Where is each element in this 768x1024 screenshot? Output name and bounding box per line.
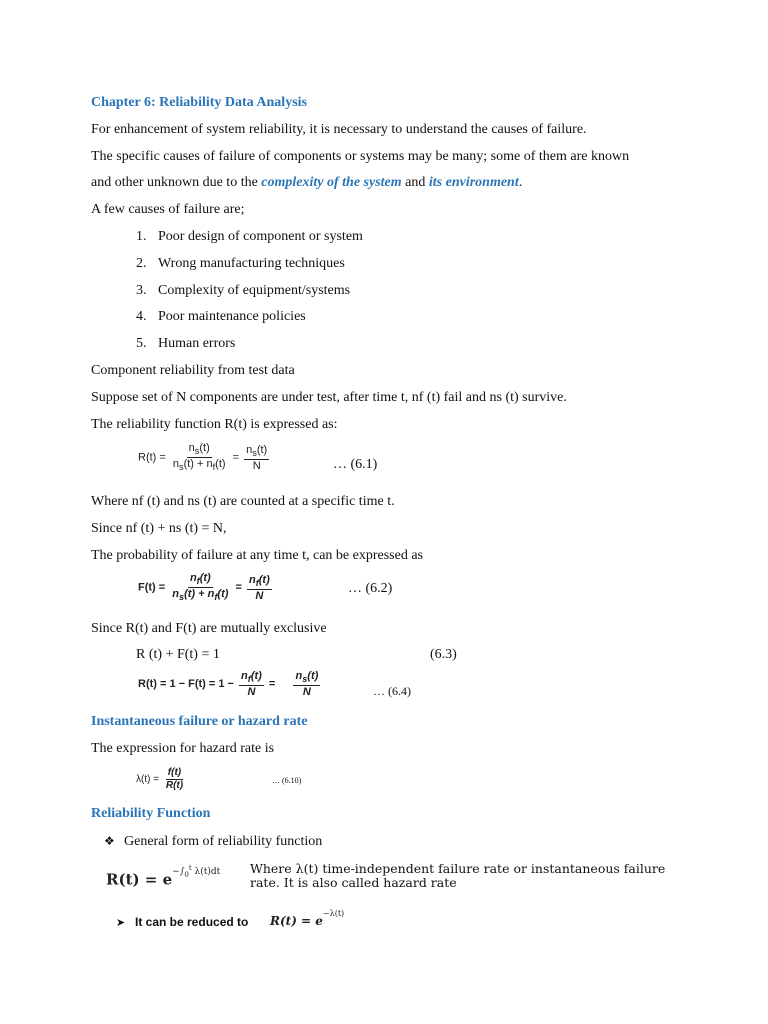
equation-number-6-3: (6.3) [430, 647, 457, 662]
paragraph-sum: Since nf (t) + ns (t) = N, [91, 521, 227, 536]
equation-reduced: $R(t) = e^{-\lambda(t)}$ [270, 908, 345, 928]
paragraph-hazard-expression: The expression for hazard rate is [91, 741, 275, 756]
paragraph-counted: Where nf (t) and ns (t) are counted at a specific time t. [91, 494, 395, 509]
text: . [518, 175, 523, 190]
bullet-reduced [116, 913, 248, 932]
emphasis-environment: its environment [428, 175, 519, 190]
list-text: Poor maintenance policies [158, 309, 306, 324]
list-number: 3. [136, 283, 147, 298]
chapter-heading: Chapter 6: Reliability Data Analysis [91, 95, 307, 110]
equation-6-1: R(t) = $\frac{n_s(t)}{n_s(t) + n_f(t)}$ = $\frac{n_s(t)}{N}$ [138, 442, 268, 473]
list-item [136, 228, 363, 246]
paragraph-enhancement: For enhancement of system reliability, it is necessary to understand the causes of failure. [91, 122, 587, 137]
list-number: 2. [136, 256, 147, 271]
equation-general-reliability: $R(t) = e^{-\int_0^t \lambda(t)dt}$ [106, 864, 221, 889]
list-number: 5. [136, 336, 147, 351]
equation-6-3: R (t) + F(t) = 1 [136, 647, 220, 662]
diamond-bullet-icon: ❖ [104, 834, 115, 848]
hazard-heading: Instantaneous failure or hazard rate [91, 714, 308, 729]
equation-number-6-10: … (6.10) [272, 776, 302, 785]
paragraph-reliability-function: The reliability function R(t) is expressed as: [91, 417, 338, 432]
hazard-description-1: Where λ(t) time-independent failure rate or instantaneous failure [250, 861, 666, 876]
list-item [136, 282, 350, 300]
hazard-description-2: rate. It is also called hazard rate [250, 875, 457, 890]
bullet-text: It can be reduced to [135, 915, 249, 929]
list-text: Wrong manufacturing techniques [158, 256, 345, 271]
paragraph-component-reliability: Component reliability from test data [91, 363, 295, 378]
reliability-function-heading: Reliability Function [91, 806, 211, 821]
paragraph-few-causes: A few causes of failure are; [91, 202, 245, 217]
list-text: Human errors [158, 336, 236, 351]
list-number: 1. [136, 229, 147, 244]
list-text: Complexity of equipment/systems [158, 283, 351, 298]
text: and other unknown due to the [91, 175, 262, 190]
paragraph-test-setup: Suppose set of N components are under test, after time t, nf (t) fail and ns (t) survive. [91, 390, 567, 405]
list-number: 4. [136, 309, 147, 324]
paragraph-probability: The probability of failure at any time t, can be expressed as [91, 548, 423, 563]
equation-6-10: λ(t) = $\frac{f(t)}{R(t)}$ [136, 767, 184, 791]
equation-6-2: F(t) = $\frac{n_f(t)}{n_s(t) + n_f(t)}$ = $\frac{n_f(t)}{N}$ [138, 572, 270, 603]
equation-6-4: R(t) = 1 − F(t) = 1 − $\frac{n_f(t)}{N}$ = $\frac{n_s(t)}{N}$ [138, 670, 319, 699]
list-item [136, 255, 345, 273]
arrow-bullet-icon: ➤ [116, 916, 126, 929]
paragraph-mutually-exclusive: Since R(t) and F(t) are mutually exclusive [91, 621, 327, 636]
bullet-text: General form of reliability function [124, 834, 323, 849]
paragraph-causes-1: The specific causes of failure of components or systems may be many; some of them are known [91, 149, 630, 164]
emphasis-complexity: complexity of the system [261, 175, 402, 190]
text: and [401, 175, 429, 190]
list-item [136, 335, 235, 353]
bullet-general-form [104, 832, 322, 851]
equation-number-6-1: … (6.1) [333, 457, 378, 472]
list-item [136, 308, 306, 326]
equation-number-6-2: … (6.2) [348, 581, 393, 596]
equation-number-6-4: … (6.4) [373, 684, 411, 698]
paragraph-causes-2 [91, 174, 522, 192]
list-text: Poor design of component or system [158, 229, 363, 244]
